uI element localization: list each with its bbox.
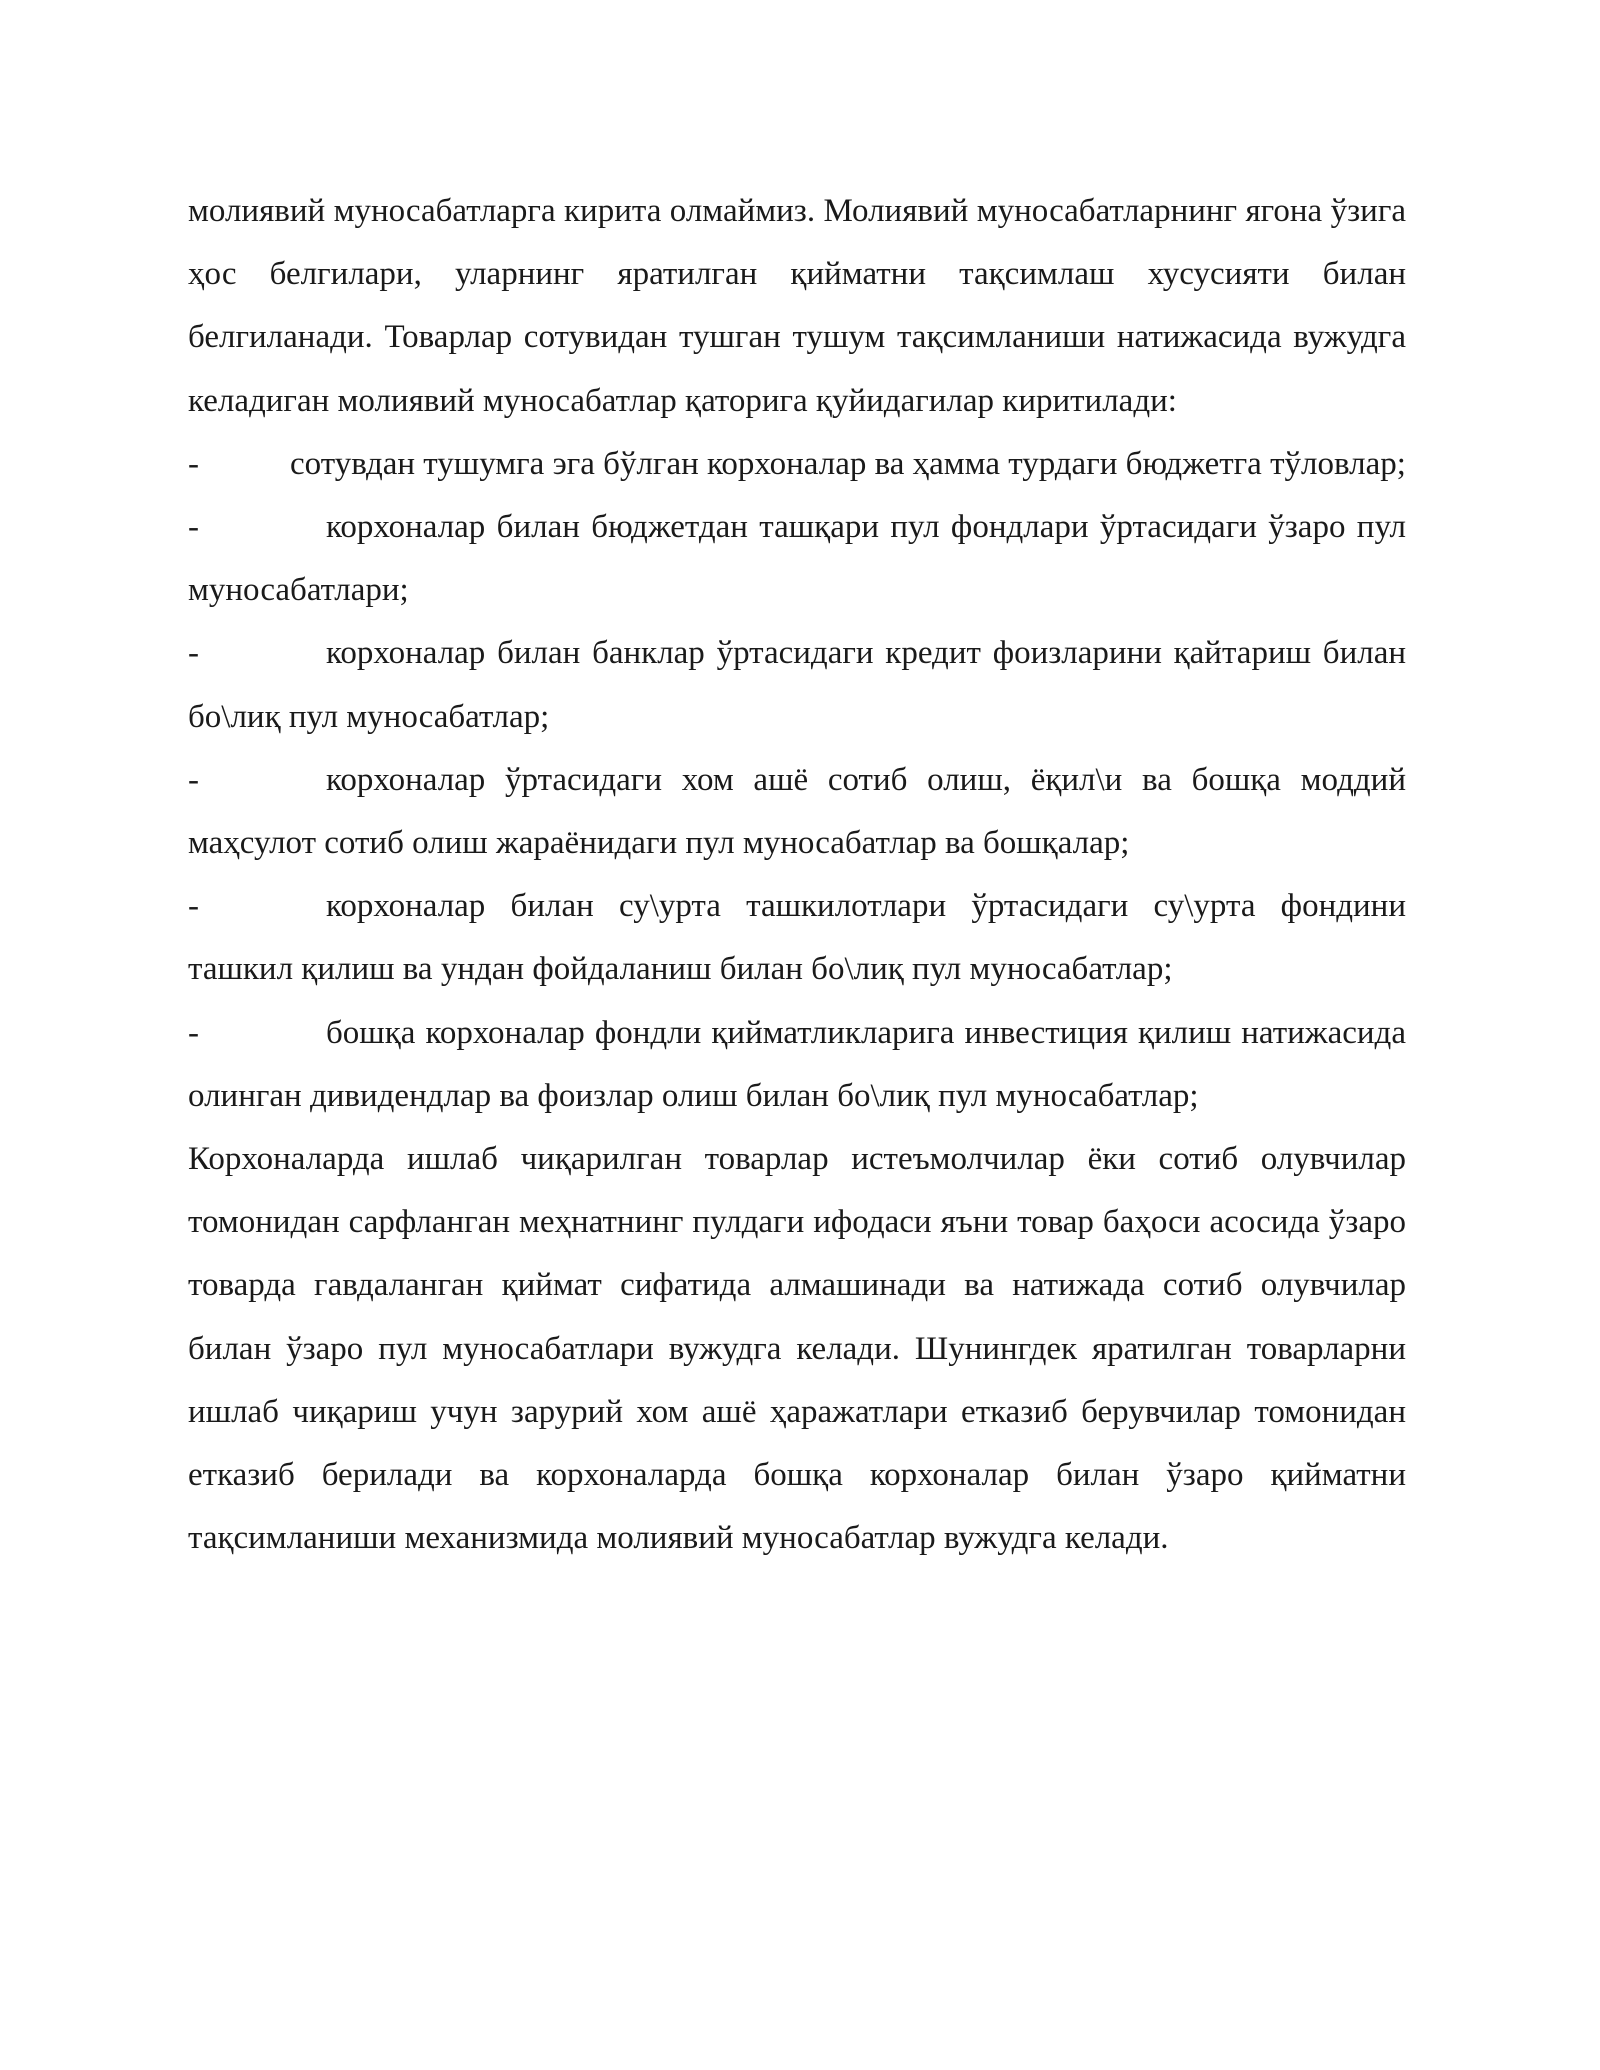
bullet-marker: - — [188, 635, 199, 672]
intro-paragraph: молиявий муносабатларга кирита олмаймиз. Молиявий муносабатларнинг ягона ўзига ҳос белгилари, уларнинг яратилган қийматни тақсимлаш хусусияти билан белгиланади. Товарлар сотувидан тушган тушум тақсимланиши натижасида вужудга келадиган молиявий муносабатлар қаторига қуйидагилар киритилади: — [188, 193, 1406, 419]
list-item-text: корхоналар билан бюджетдан ташқари пул фондлари ўртасидаги ўзаро пул муносабатлари; — [188, 509, 1406, 609]
list-item — [188, 433, 1406, 496]
bullet-marker: - — [188, 445, 199, 482]
list-item — [188, 875, 1406, 1001]
list-item — [188, 749, 1406, 875]
list-item — [188, 622, 1406, 748]
list-item-text: корхоналар билан су\урта ташкилотлари ўртасидаги су\урта фондини ташкил қилиш ва ундан фойдаланиш билан бо\лиқ пул муносабатлар; — [188, 888, 1406, 988]
list-item-text: бошқа корхоналар фондли қийматликларига инвестиция қилиш натижасида олинган дивидендлар ва фоизлар олиш билан бо\лиқ пул муносабатлар; — [188, 1014, 1406, 1114]
bullet-marker: - — [188, 888, 199, 925]
bullet-marker: - — [188, 509, 199, 546]
list-item — [188, 1002, 1406, 1128]
closing-paragraph: Корхоналарда ишлаб чиқарилган товарлар истеъмолчилар ёки сотиб олувчилар томонидан сарфланган меҳнатнинг пулдаги ифодаси яъни товар баҳоси асосида ўзаро товарда гавдаланган қиймат сифатида алмашинади ва натижада сотиб олувчилар билан ўзаро пул муносабатлари вужудга келади. Шунингдек яратилган товарларни ишлаб чиқариш учун зарурий хом ашё ҳаражатлари етказиб берувчилар томонидан етказиб берилади ва корхоналарда бошқа корхоналар билан ўзаро қийматни тақсимланиши механизмида молиявий муносабатлар вужудга келади. — [188, 1141, 1406, 1557]
list-item-text: корхоналар ўртасидаги хом ашё сотиб олиш, ёқил\и ва бошқа моддий маҳсулот сотиб олиш жараёнидаги пул муносабатлар ва бошқалар; — [188, 761, 1406, 862]
list-item-text: корхоналар билан банклар ўртасидаги кредит фоизларини қайтариш билан бо\лиқ пул муносабатлар; — [188, 635, 1406, 735]
list-item — [188, 496, 1406, 622]
bullet-marker: - — [188, 761, 199, 798]
document-body — [188, 180, 1406, 1570]
list-item-text: сотувдан тушумга эга бўлган корхоналар ва ҳамма турдаги бюджетга тўловлар; — [290, 445, 1406, 482]
bullet-marker: - — [188, 1014, 199, 1051]
